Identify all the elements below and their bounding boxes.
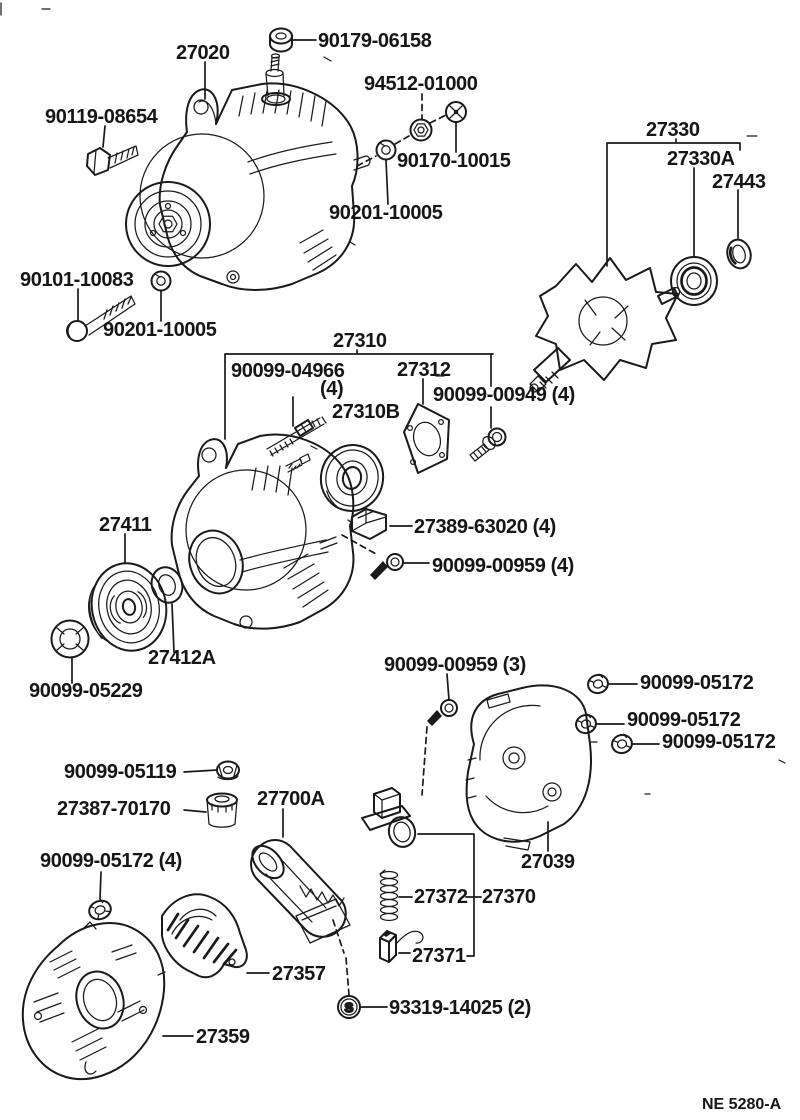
washer-27412A-art [147,563,188,607]
nut-05119-art [217,762,239,780]
brush-holder-hatch [168,914,236,964]
dashed-links [333,94,446,995]
front-cover-bore [69,965,131,1034]
nut-05172-c-art [610,733,634,756]
label-27412A: 27412A [148,647,216,669]
label-90099-05229: 90099-05229 [29,680,143,702]
screw-00959-4-art [370,554,403,580]
size-symbol-s: S [344,1000,354,1015]
label-04966-qty: (4) [320,378,344,400]
screw-93319-art [338,996,360,1018]
label-27330: 27330 [646,119,700,141]
label-90099-05172-a: 90099-05172 [640,672,754,694]
bolt-00949-art [470,429,506,462]
label-94512-01000: 94512-01000 [364,73,478,95]
rotor-art [530,258,680,392]
leader-27412A [172,604,174,652]
nut-94512-art [411,120,432,141]
rectifier-terminal-art [362,788,418,850]
housing-fins-lower [284,554,328,607]
label-27387-70170: 27387-70170 [57,798,171,820]
housing-fins-top [252,466,292,495]
label-27310: 27310 [333,330,387,352]
label-27330A: 27330A [667,148,735,170]
dash-tube-screw-2 [346,958,349,995]
label-27389-63020: 27389-63020 (4) [414,516,556,538]
dash-screw-rectifier [422,727,427,795]
label-90099-00959-3: 90099-00959 (3) [384,654,526,676]
leader-05119 [184,770,217,772]
locknut-05229-art [52,621,89,658]
label-27357: 27357 [272,963,326,985]
label-90099-00959-4: 90099-00959 (4) [432,555,574,577]
washer-90201-right-art [377,141,396,160]
label-90101-10083: 90101-10083 [20,269,134,291]
screw-00959-3-art [427,700,457,726]
label-90099-05172-4: 90099-05172 (4) [40,850,182,872]
alternator-housing-art [172,435,354,629]
leader-27387 [184,810,206,812]
label-27370: 27370 [482,886,536,908]
part-labels [20,30,782,1113]
label-27039: 27039 [521,851,575,873]
alternator-assembly-art [126,54,370,290]
screw-90170-art [446,102,466,122]
label-27312: 27312 [397,359,451,381]
dash-94512-90170 [430,115,446,123]
label-27443: 27443 [712,171,766,193]
cooling-fins-lower [300,230,336,270]
label-27310B: 27310B [332,401,400,423]
label-90201-right: 90201-10005 [329,202,443,224]
bolt-90119-art [87,146,138,175]
label-90201-left: 90201-10005 [103,319,217,341]
leader-05172-4 [100,872,101,899]
label-27372: 27372 [414,886,468,908]
label-90099-05172-b: 90099-05172 [627,709,741,731]
rear-cover-art [466,686,591,850]
insulator-tube-art [246,840,350,943]
leader-90119 [103,126,105,147]
label-90099-00949: 90099-00949 (4) [433,384,575,406]
leader-00959-3 [447,674,449,700]
washer-05172-4-art [86,897,113,922]
cooling-fins-top [239,90,326,126]
front-cover-hatch [34,945,144,1060]
nut-90179-art [270,29,292,52]
label-90099-04966: 90099-04966 [231,360,345,382]
seal-27443-art [724,237,754,271]
drawing-code: NE 5280-A [702,1096,782,1113]
label-27359: 27359 [196,1026,250,1048]
label-90170-10015: 90170-10015 [397,150,511,172]
label-27411: 27411 [99,514,152,536]
dash-washer-nut [395,136,409,144]
spring-art [380,870,398,921]
housing-stud-art [286,454,310,472]
label-90179-06158: 90179-06158 [318,30,432,52]
brush-holder-art [162,894,247,977]
label-90119-08654: 90119-08654 [45,106,158,128]
bracket-lines [225,139,740,956]
retainer-plate-art [404,404,449,473]
label-27371: 27371 [412,945,466,967]
washer-90201-left-art [152,272,171,291]
label-27020: 27020 [176,42,230,64]
cap-27387-art [207,794,237,828]
label-90099-05172-c: 90099-05172 [662,731,776,753]
label-27700A: 27700A [257,788,325,810]
label-90099-05119: 90099-05119 [64,761,177,783]
drive-pulley-front [126,182,210,266]
pulley-art [80,556,174,658]
label-93319-14025: 93319-14025 (2) [389,997,531,1019]
bearing-27330A-art [671,257,717,305]
front-cover-art [23,922,165,1079]
nut-05172-a-art [586,673,610,696]
leader-90201-right [386,160,388,204]
